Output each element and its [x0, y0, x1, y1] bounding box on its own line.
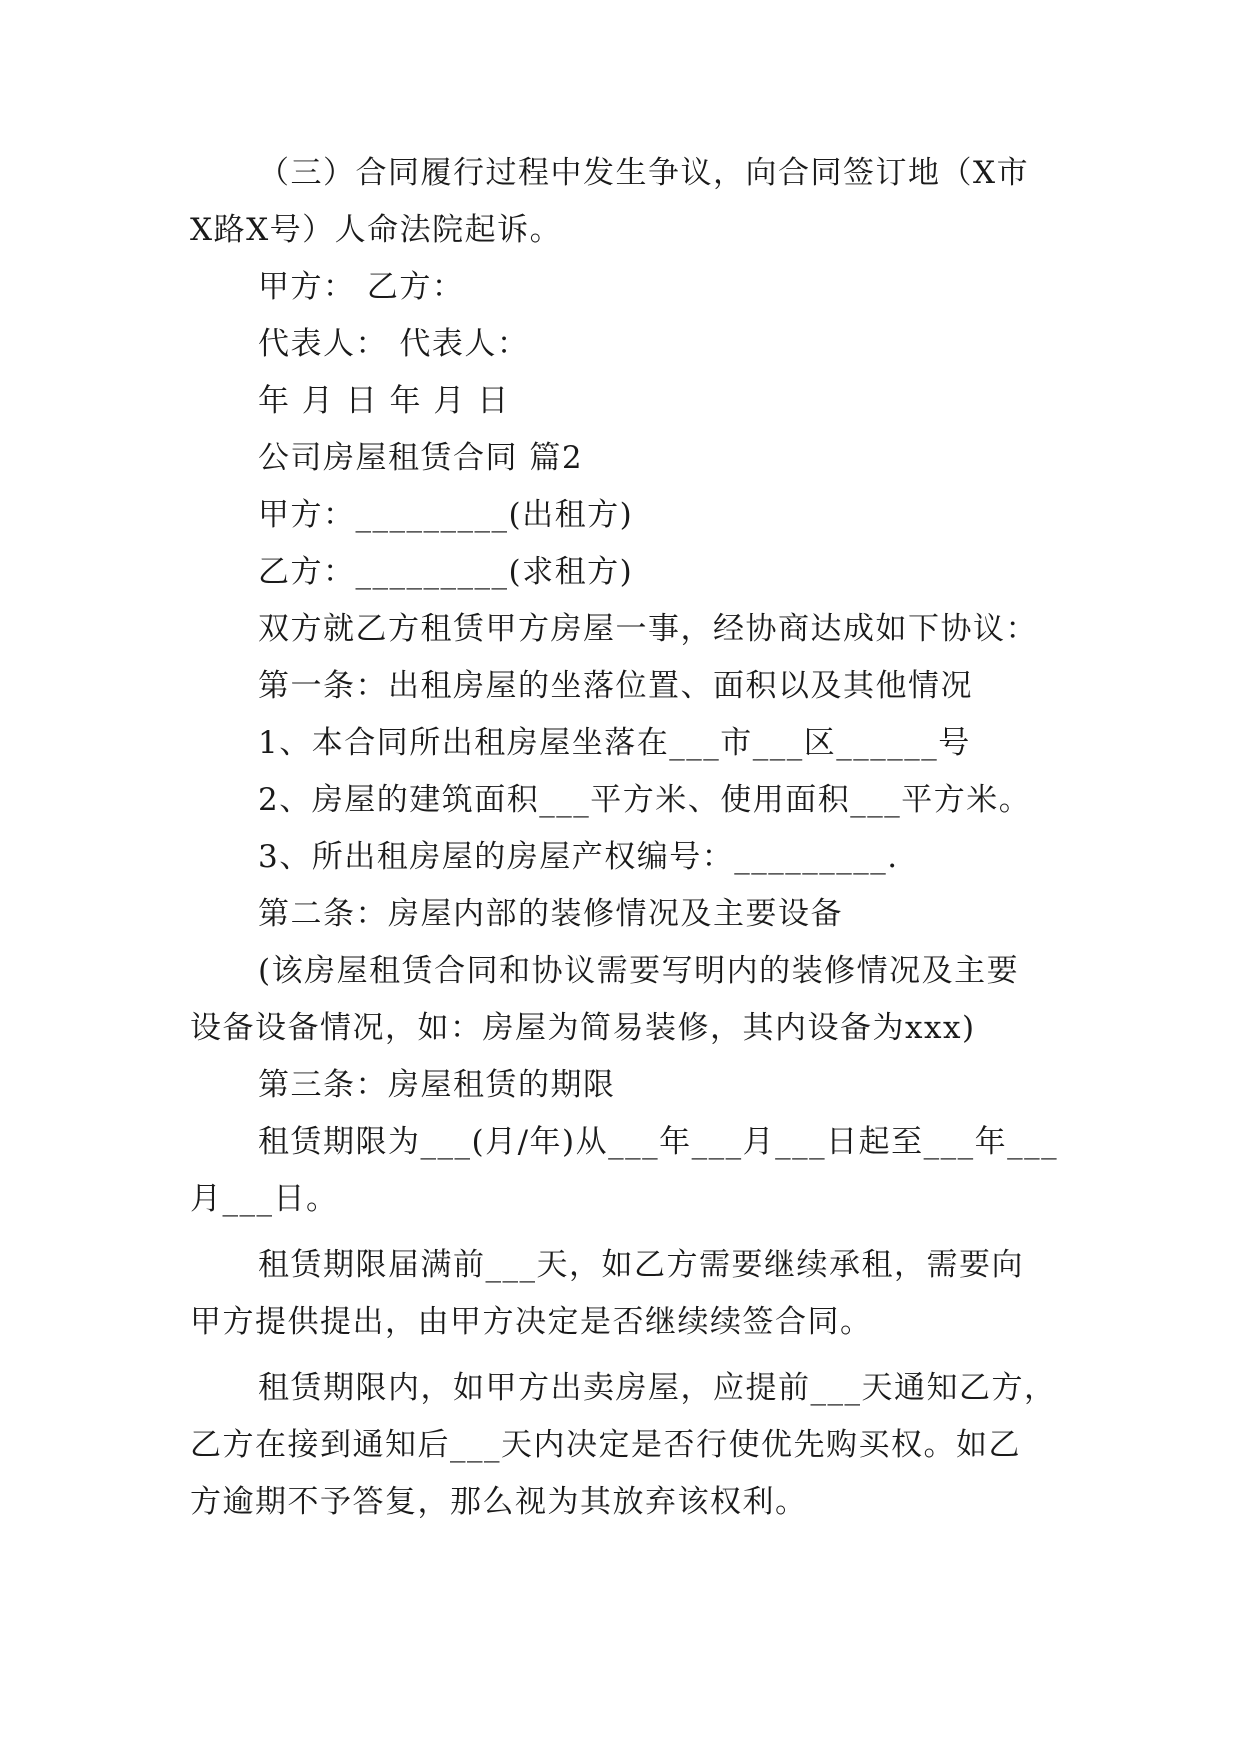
paragraph-spacer	[190, 1351, 1070, 1360]
sale-clause: 乙方在接到通知后___天内决定是否行使优先购买权。如乙	[190, 1427, 1021, 1463]
renewal-clause: 甲方提供提出，由甲方决定是否继续续签合同。	[190, 1304, 873, 1340]
paragraph-spacer	[190, 1228, 1070, 1237]
renewal-clause: 租赁期限届满前___天，如乙方需要继续承租，需要向	[258, 1247, 1024, 1283]
party-a-line: 甲方：_________(出租方)	[258, 497, 634, 533]
lease-term-line: 月___日。	[190, 1181, 339, 1217]
signature-date-line: 年 月 日 年 月 日	[258, 383, 510, 419]
signature-party-line: 甲方： 乙方：	[258, 269, 465, 305]
sale-clause: 方逾期不予答复，那么视为其放弃该权利。	[190, 1484, 808, 1520]
article-1-item-3: 3、所出租房屋的房屋产权编号：_________.	[258, 839, 899, 875]
paragraph-line: （三）合同履行过程中发生争议，向合同签订地（X市	[258, 155, 1030, 191]
paragraph-line: X路X号）人命法院起诉。	[190, 212, 563, 248]
party-b-line: 乙方：_________(求租方)	[258, 554, 634, 590]
document-page	[190, 145, 1070, 1531]
article-1-heading: 第一条：出租房屋的坐落位置、面积以及其他情况	[258, 668, 973, 704]
article-2-note: 设备设备情况，如：房屋为简易装修，其内设备为xxx)	[190, 1010, 976, 1046]
article-3-heading: 第三条：房屋租赁的期限	[258, 1067, 616, 1103]
section-heading: 公司房屋租赁合同 篇2	[258, 440, 584, 476]
article-1-item-1: 1、本合同所出租房屋坐落在___市___区______号	[258, 725, 971, 761]
lease-term-line: 租赁期限为___(月/年)从___年___月___日起至___年___	[258, 1124, 1059, 1160]
signature-representative-line: 代表人： 代表人：	[258, 326, 530, 362]
sale-clause: 租赁期限内，如甲方出卖房屋，应提前___天通知乙方，	[258, 1370, 1057, 1406]
article-2-heading: 第二条：房屋内部的装修情况及主要设备	[258, 896, 843, 932]
article-2-note: (该房屋租赁合同和协议需要写明内的装修情况及主要	[258, 953, 1020, 989]
agreement-intro: 双方就乙方租赁甲方房屋一事，经协商达成如下协议：	[258, 611, 1038, 647]
article-1-item-2: 2、房屋的建筑面积___平方米、使用面积___平方米。	[258, 782, 1032, 818]
